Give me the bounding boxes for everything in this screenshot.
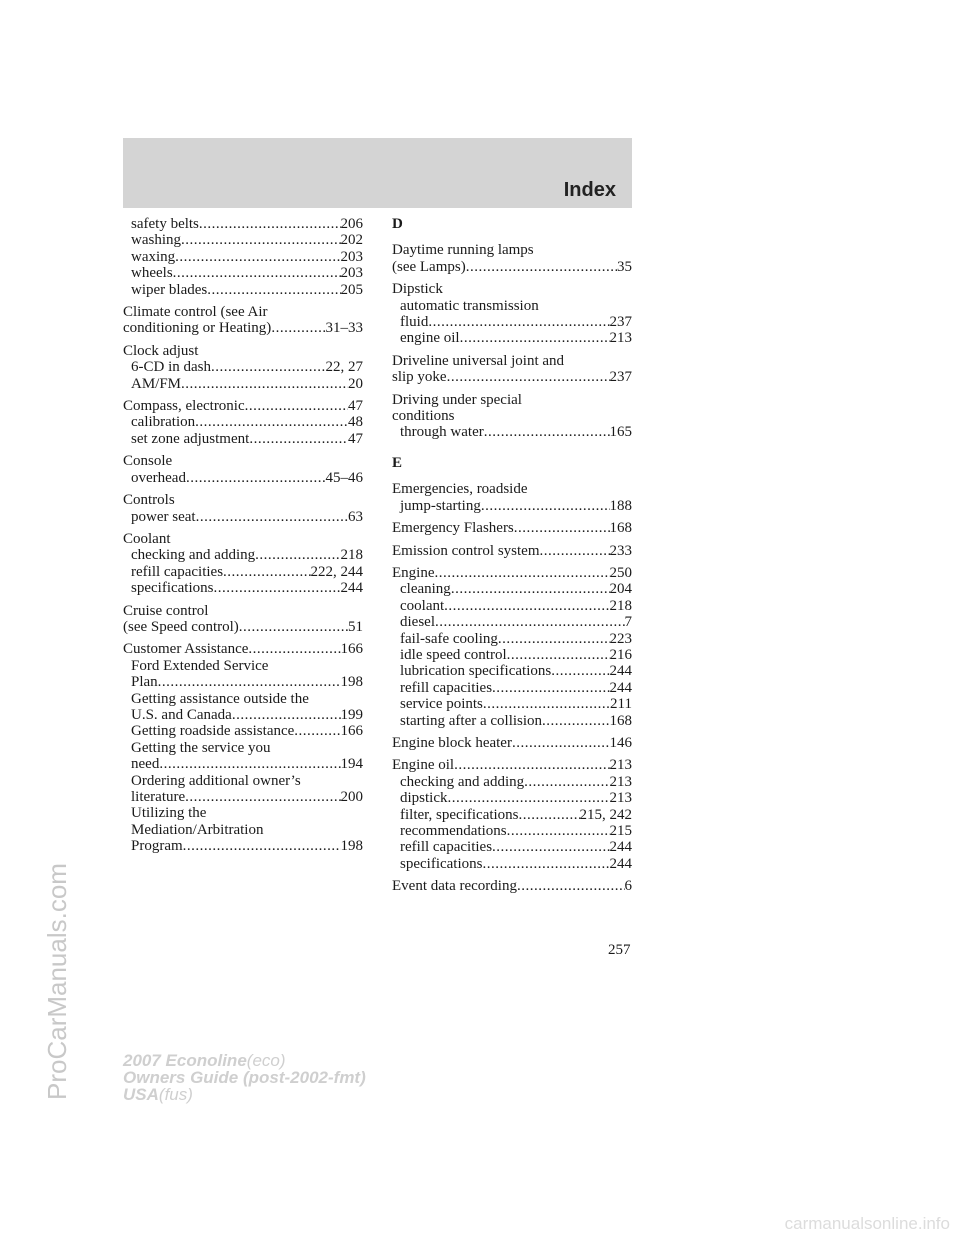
dot-leader	[271, 320, 325, 336]
dot-leader	[181, 232, 341, 248]
index-subentry-line	[123, 691, 363, 707]
entry-term: Emergencies, roadside	[392, 481, 528, 498]
dot-leader	[447, 369, 610, 385]
entry-page-ref: 188	[609, 497, 632, 514]
dot-leader	[196, 509, 348, 525]
index-column-left	[123, 216, 363, 861]
footer-guide: Owners Guide (post-2002-fmt)	[123, 1068, 366, 1087]
dot-leader	[435, 614, 625, 630]
entry-term: wiper blades	[131, 281, 208, 298]
entry-page-ref: 165	[609, 424, 632, 441]
index-entry	[392, 281, 632, 347]
entry-term: Getting the service you	[131, 739, 271, 756]
index-entry-line	[123, 641, 363, 657]
entry-page-ref: 194	[340, 756, 363, 773]
entry-term: Climate control (see Air	[123, 304, 268, 321]
index-subentry-line	[392, 298, 632, 314]
dot-leader	[482, 856, 609, 872]
index-entry-line	[123, 603, 363, 619]
index-subentry-line	[123, 756, 363, 772]
index-column-right	[392, 216, 632, 901]
entry-term: waxing	[131, 248, 176, 265]
entry-page-ref: 244	[609, 663, 632, 680]
index-entry	[123, 531, 363, 597]
entry-page-ref: 213	[609, 790, 632, 807]
entry-page-ref: 199	[340, 706, 363, 723]
entry-term: engine oil	[400, 330, 460, 347]
index-entry-line	[123, 304, 363, 320]
entry-term: Utilizing the	[131, 805, 207, 822]
entry-term: calibration	[131, 414, 196, 431]
index-subentry-line	[392, 424, 632, 440]
dot-leader	[492, 839, 609, 855]
entry-term: dipstick	[400, 790, 448, 807]
entry-page-ref: 215, 242	[579, 806, 632, 823]
index-subentry-line	[392, 839, 632, 855]
dot-leader	[211, 359, 326, 375]
entry-term: conditions	[392, 408, 455, 425]
dot-leader	[207, 282, 340, 298]
index-subentry-line	[123, 249, 363, 265]
index-subentry-line	[392, 663, 632, 679]
dot-leader	[195, 414, 348, 430]
index-subentry-line	[123, 838, 363, 854]
entry-page-ref: 45–46	[325, 469, 363, 486]
index-subentry-line	[392, 680, 632, 696]
index-entry	[123, 453, 363, 486]
entry-term: refill capacities	[131, 563, 224, 580]
dot-leader	[175, 249, 340, 265]
dot-leader	[248, 641, 340, 657]
index-entry-line	[123, 343, 363, 359]
entry-page-ref: 216	[609, 646, 632, 663]
entry-term: wheels	[131, 265, 173, 282]
entry-page-ref: 213	[609, 757, 632, 774]
index-subentry-line	[123, 658, 363, 674]
entry-page-ref: 198	[340, 838, 363, 855]
entry-term: recommendations	[400, 823, 507, 839]
index-subentry-line	[123, 547, 363, 563]
entry-term: safety belts	[131, 216, 199, 232]
footer-model: 2007 Econoline	[123, 1051, 247, 1070]
entry-term: Coolant	[123, 530, 171, 547]
index-entry-line	[123, 453, 363, 469]
entry-term: Engine oil	[392, 757, 455, 774]
index-subentry-line	[392, 598, 632, 614]
entry-term: fluid	[400, 314, 429, 331]
entry-term: Getting assistance outside the	[131, 690, 309, 707]
entry-term: Cruise control	[123, 602, 209, 619]
footer-model-code: (eco)	[246, 1051, 286, 1070]
entry-term: slip yoke	[392, 369, 447, 386]
index-entry	[392, 543, 632, 559]
index-subentry-line	[392, 330, 632, 346]
index-subentry-line	[123, 376, 363, 392]
entry-page-ref: 213	[609, 773, 632, 790]
index-subentry-line	[123, 265, 363, 281]
entry-term: refill capacities	[400, 839, 493, 856]
document-footer	[123, 1052, 366, 1103]
entry-term: overhead	[131, 469, 186, 486]
entry-term: set zone adjustment	[131, 430, 250, 447]
entry-page-ref: 250	[609, 564, 632, 581]
index-subentry-line	[392, 498, 632, 514]
entry-term: diesel	[400, 614, 435, 631]
index-entry	[123, 216, 363, 298]
index-subentry-line	[392, 807, 632, 823]
index-entry-line	[392, 392, 632, 408]
entry-page-ref: 31–33	[325, 320, 363, 337]
entry-page-ref: 206	[340, 216, 363, 232]
entry-term: through water	[400, 424, 484, 441]
index-entry-line	[392, 259, 632, 275]
index-subentry-line	[392, 614, 632, 630]
entry-term: specifications	[400, 855, 483, 872]
dot-leader	[232, 707, 341, 723]
index-entry	[392, 242, 632, 275]
entry-term: Program	[131, 838, 183, 855]
dot-leader	[448, 790, 610, 806]
dot-leader	[454, 757, 609, 773]
dot-leader	[517, 878, 625, 894]
index-subentry-line	[392, 856, 632, 872]
entry-term: (see Lamps)	[392, 258, 466, 275]
index-entry-line	[392, 481, 632, 497]
entry-page-ref: 7	[624, 614, 632, 631]
entry-page-ref: 211	[610, 696, 632, 713]
entry-page-ref: 204	[609, 581, 632, 598]
index-entry	[392, 353, 632, 386]
page-title: Index	[563, 179, 616, 201]
entry-term: U.S. and Canada	[131, 706, 232, 723]
entry-term: Daytime running lamps	[392, 242, 534, 259]
dot-leader	[213, 580, 340, 596]
index-entry-line	[392, 543, 632, 559]
index-entry-line	[123, 619, 363, 635]
entry-page-ref: 237	[609, 314, 632, 331]
entry-page-ref: 218	[340, 547, 363, 564]
entry-page-ref: 47	[348, 430, 363, 447]
dot-leader	[519, 807, 580, 823]
entry-term: power seat	[131, 508, 196, 525]
entry-page-ref: 20	[348, 375, 363, 392]
entry-page-ref: 166	[340, 641, 363, 658]
entry-page-ref: 244	[609, 839, 632, 856]
dot-leader	[183, 838, 341, 854]
entry-page-ref: 168	[609, 520, 632, 537]
entry-page-ref: 198	[340, 674, 363, 691]
entry-page-ref: 213	[609, 330, 632, 347]
dot-leader	[514, 520, 610, 536]
dot-leader	[481, 498, 610, 514]
index-entry	[123, 304, 363, 337]
index-entry-line	[392, 353, 632, 369]
entry-term: Dipstick	[392, 281, 443, 298]
index-subentry-line	[392, 696, 632, 712]
index-subentry-line	[123, 740, 363, 756]
dot-leader	[483, 696, 610, 712]
dot-leader	[466, 259, 617, 275]
entry-term: cleaning	[400, 581, 451, 598]
dot-leader	[249, 431, 348, 447]
entry-term: Plan	[131, 674, 158, 691]
index-subentry-line	[123, 580, 363, 596]
entry-term: Engine block heater	[392, 734, 512, 751]
index-entry	[392, 735, 632, 751]
dot-leader	[512, 735, 610, 751]
entry-term: AM/FM	[131, 375, 182, 392]
entry-term: idle speed control	[400, 646, 507, 663]
dot-leader	[435, 565, 610, 581]
entry-term: checking and adding	[131, 547, 256, 564]
entry-page-ref: 244	[609, 855, 632, 872]
index-entry-line	[392, 565, 632, 581]
index-subentry-line	[392, 823, 632, 839]
entry-term: need	[131, 756, 160, 773]
index-subentry-line	[123, 509, 363, 525]
index-subentry-line	[123, 431, 363, 447]
index-entry	[123, 641, 363, 854]
entry-term: (see Speed control)	[123, 618, 239, 635]
entry-term: starting after a collision	[400, 712, 543, 729]
entry-page-ref: 166	[340, 723, 363, 740]
dot-leader	[542, 713, 609, 729]
entry-page-ref: 205	[340, 281, 363, 298]
index-subentry-line	[123, 564, 363, 580]
entry-page-ref: 215	[609, 823, 632, 839]
index-entry-line	[392, 242, 632, 258]
entry-term: conditioning or Heating)	[123, 320, 272, 337]
entry-page-ref: 237	[609, 369, 632, 386]
dot-leader	[507, 823, 610, 839]
entry-term: Engine	[392, 564, 435, 581]
entry-term: Driveline universal joint and	[392, 352, 565, 369]
entry-page-ref: 223	[609, 630, 632, 647]
index-subentry-line	[392, 790, 632, 806]
index-entry-line	[392, 408, 632, 424]
index-entry	[123, 398, 363, 447]
index-entry	[392, 392, 632, 441]
index-entry	[392, 481, 632, 514]
index-entry-line	[123, 320, 363, 336]
entry-term: coolant	[400, 597, 445, 614]
index-subentry-line	[392, 581, 632, 597]
entry-term: service points	[400, 696, 483, 713]
dot-leader	[551, 663, 609, 679]
dot-leader	[158, 674, 341, 690]
dot-leader	[186, 470, 326, 486]
index-subentry-line	[392, 774, 632, 790]
entry-term: literature	[131, 789, 186, 805]
entry-page-ref: 63	[348, 508, 363, 525]
dot-leader	[199, 216, 341, 232]
index-subentry-line	[123, 674, 363, 690]
entry-term: Getting roadside assistance	[131, 723, 295, 740]
entry-term: Compass, electronic	[123, 398, 245, 415]
index-subentry-line	[123, 359, 363, 375]
index-subentry-line	[123, 805, 363, 821]
footer-market: USA	[123, 1085, 159, 1104]
index-entry	[392, 757, 632, 872]
page-number: 257	[608, 942, 631, 958]
index-entry-line	[392, 878, 632, 894]
entry-page-ref: 48	[348, 414, 363, 431]
dot-leader	[294, 723, 340, 739]
dot-leader	[484, 424, 610, 440]
entry-term: Emission control system	[392, 542, 540, 559]
index-subentry-line	[123, 232, 363, 248]
entry-term: 6-CD in dash	[131, 359, 211, 376]
entry-term: Mediation/Arbitration	[131, 821, 264, 838]
entry-term: automatic transmission	[400, 297, 539, 314]
entry-term: Event data recording	[392, 878, 517, 895]
entry-page-ref: 22, 27	[325, 359, 363, 376]
index-subentry-line	[123, 773, 363, 789]
entry-term: Emergency Flashers	[392, 520, 514, 537]
entry-page-ref: 146	[609, 734, 632, 751]
index-subentry-line	[123, 822, 363, 838]
entry-page-ref: 168	[609, 712, 632, 729]
index-subentry-line	[123, 789, 363, 805]
dot-leader	[507, 647, 610, 663]
site-watermark: carmanualsonline.info	[784, 1214, 950, 1233]
entry-page-ref: 202	[340, 232, 363, 249]
entry-term: jump-starting	[400, 497, 481, 514]
dot-leader	[223, 564, 310, 580]
entry-term: Clock adjust	[123, 342, 199, 359]
index-letter-heading: E	[392, 454, 403, 471]
dot-leader	[498, 631, 610, 647]
entry-page-ref: 218	[609, 597, 632, 614]
side-watermark-text: ProCarManuals.com	[42, 863, 72, 1100]
entry-page-ref: 47	[348, 398, 363, 415]
index-entry-line	[123, 398, 363, 414]
entry-page-ref: 203	[340, 265, 363, 282]
dot-leader	[173, 265, 341, 281]
dot-leader	[524, 774, 609, 790]
index-subentry-line	[123, 470, 363, 486]
entry-page-ref: 6	[624, 878, 632, 895]
dot-leader	[181, 376, 348, 392]
entry-term: lubrication specifications	[400, 663, 552, 680]
index-subentry-line	[392, 713, 632, 729]
entry-page-ref: 244	[609, 679, 632, 696]
index-header-band	[123, 138, 632, 208]
entry-page-ref: 51	[348, 618, 363, 635]
index-subentry-line	[123, 414, 363, 430]
index-subentry-line	[392, 631, 632, 647]
dot-leader	[239, 619, 348, 635]
entry-page-ref: 244	[340, 580, 363, 597]
index-subentry-line	[123, 216, 363, 232]
index-entry	[123, 492, 363, 525]
entry-term: specifications	[131, 580, 214, 597]
entry-term: Driving under special	[392, 391, 522, 408]
index-entry	[123, 343, 363, 392]
index-entry	[123, 603, 363, 636]
index-subentry-line	[392, 314, 632, 330]
footer-market-code: (fus)	[158, 1085, 193, 1104]
dot-leader	[540, 543, 610, 559]
index-letter-heading: D	[392, 216, 403, 232]
index-subentry-line	[123, 707, 363, 723]
dot-leader	[451, 581, 610, 597]
entry-term: Ordering additional owner’s	[131, 772, 301, 789]
dot-leader	[255, 547, 340, 563]
entry-term: refill capacities	[400, 679, 493, 696]
entry-page-ref: 203	[340, 248, 363, 265]
index-subentry-line	[392, 647, 632, 663]
entry-term: Console	[123, 453, 173, 470]
index-entry-line	[392, 757, 632, 773]
entry-page-ref: 35	[617, 258, 632, 275]
index-entry	[392, 878, 632, 894]
index-subentry-line	[123, 723, 363, 739]
index-entry-line	[392, 520, 632, 536]
index-entry	[392, 565, 632, 729]
entry-term: fail-safe cooling	[400, 630, 498, 647]
entry-term: Ford Extended Service	[131, 657, 269, 674]
entry-term: Customer Assistance	[123, 641, 249, 658]
dot-leader	[185, 789, 340, 805]
entry-page-ref: 233	[609, 542, 632, 559]
entry-page-ref: 200	[340, 789, 363, 805]
dot-leader	[159, 756, 340, 772]
dot-leader	[444, 598, 609, 614]
dot-leader	[460, 330, 610, 346]
index-entry-line	[392, 281, 632, 297]
dot-leader	[492, 680, 609, 696]
index-entry-line	[392, 369, 632, 385]
dot-leader	[245, 398, 348, 414]
entry-term: washing	[131, 232, 181, 249]
index-subentry-line	[123, 282, 363, 298]
index-entry-line	[123, 531, 363, 547]
entry-term: filter, specifications	[400, 806, 519, 823]
entry-page-ref: 222, 244	[310, 563, 363, 580]
entry-term: checking and adding	[400, 773, 525, 790]
entry-term: Controls	[123, 492, 175, 509]
index-entry	[392, 520, 632, 536]
index-entry-line	[392, 735, 632, 751]
dot-leader	[428, 314, 609, 330]
index-entry-line	[123, 492, 363, 508]
